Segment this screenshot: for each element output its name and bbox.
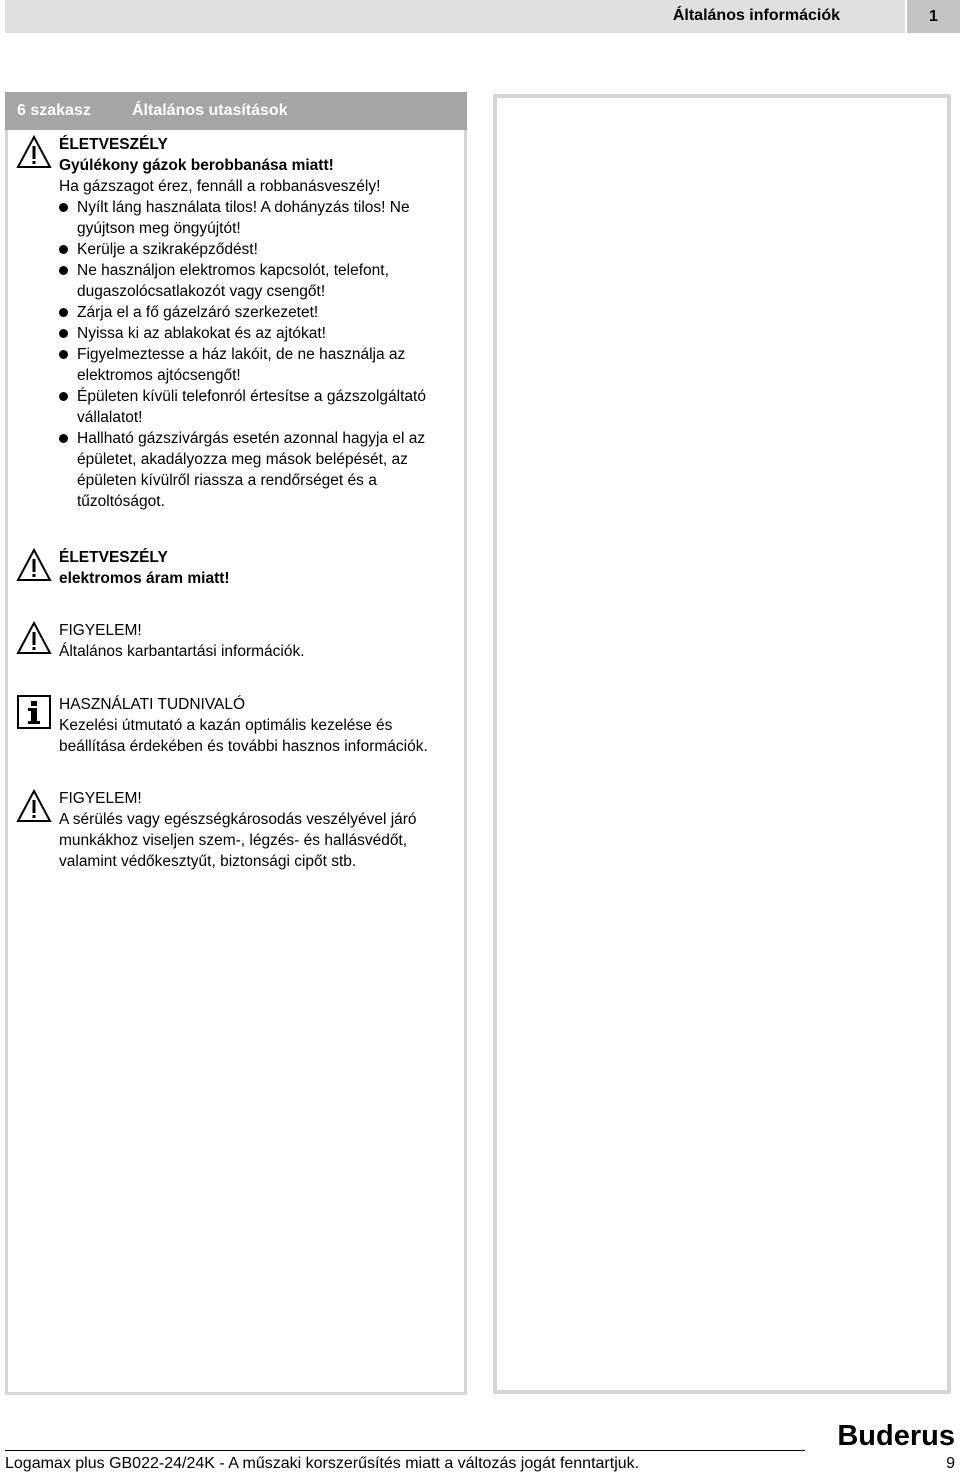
section-number: 6 szakasz <box>17 102 91 119</box>
right-column-frame <box>493 94 951 1394</box>
chapter-title: Általános információk <box>672 7 840 24</box>
info-icon <box>16 694 52 730</box>
warning-triangle-icon <box>16 134 52 170</box>
instruction-list <box>59 197 459 512</box>
section-title: Általános utasítások <box>132 102 288 119</box>
caution-heading: FIGYELEM! <box>59 622 142 639</box>
list-item: Zárja el a fő gázelzáró szerkezetet! <box>59 302 459 323</box>
footer-text: Logamax plus GB022-24/24K - A műszaki korszerűsítés miatt a változás jogát fenntartjuk. <box>5 1455 640 1472</box>
section-header <box>5 92 467 130</box>
caution-heading: FIGYELEM! <box>59 790 142 807</box>
list-item: Épületen kívüli telefonról értesítse a gázszolgáltató vállalatot! <box>59 386 459 428</box>
page-number: 9 <box>946 1455 955 1472</box>
chapter-number-tab: 1 <box>907 0 960 33</box>
header-bar <box>5 0 905 33</box>
caution-text: Általános karbantartási információk. <box>59 643 305 660</box>
footer-divider <box>5 1450 805 1451</box>
buderus-logo: Buderus <box>837 1420 955 1452</box>
danger-subheading: elektromos áram miatt! <box>59 570 230 587</box>
list-item: Kerülje a szikraképződést! <box>59 239 459 260</box>
danger-intro: Ha gázszagot érez, fennáll a robbanásveszély! <box>59 178 381 195</box>
list-item: Nyílt láng használata tilos! A dohányzás tilos! Ne gyújtson meg öngyújtót! <box>59 197 459 239</box>
list-item: Nyissa ki az ablakokat és az ajtókat! <box>59 323 459 344</box>
info-text: Kezelési útmutató a kazán optimális kezelése és beállítása érdekében és további hasznos információk. <box>59 717 428 755</box>
list-item: Ne használjon elektromos kapcsolót, telefont, dugaszolócsatlakozót vagy csengőt! <box>59 260 459 302</box>
danger-subheading: Gyúlékony gázok berobbanása miatt! <box>59 157 334 174</box>
warning-triangle-icon <box>16 788 52 824</box>
danger-heading: ÉLETVESZÉLY <box>59 136 168 153</box>
warning-triangle-icon <box>16 620 52 656</box>
list-item: Hallható gázszivárgás esetén azonnal hagyja el az épületet, akadályozza meg mások belépését, az épületen kívülről riassza a rendőrséget és a tűzoltóságot. <box>59 428 459 512</box>
warning-triangle-icon <box>16 547 52 583</box>
info-heading: HASZNÁLATI TUDNIVALÓ <box>59 696 246 713</box>
list-item: Figyelmeztesse a ház lakóit, de ne használja az elektromos ajtócsengőt! <box>59 344 459 386</box>
danger-heading: ÉLETVESZÉLY <box>59 549 168 566</box>
caution-text: A sérülés vagy egészségkárosodás veszélyével járó munkákhoz viseljen szem-, légzés- és hallásvédőt, valamint védőkesztyűt, biztonsági cipőt stb. <box>59 811 417 870</box>
